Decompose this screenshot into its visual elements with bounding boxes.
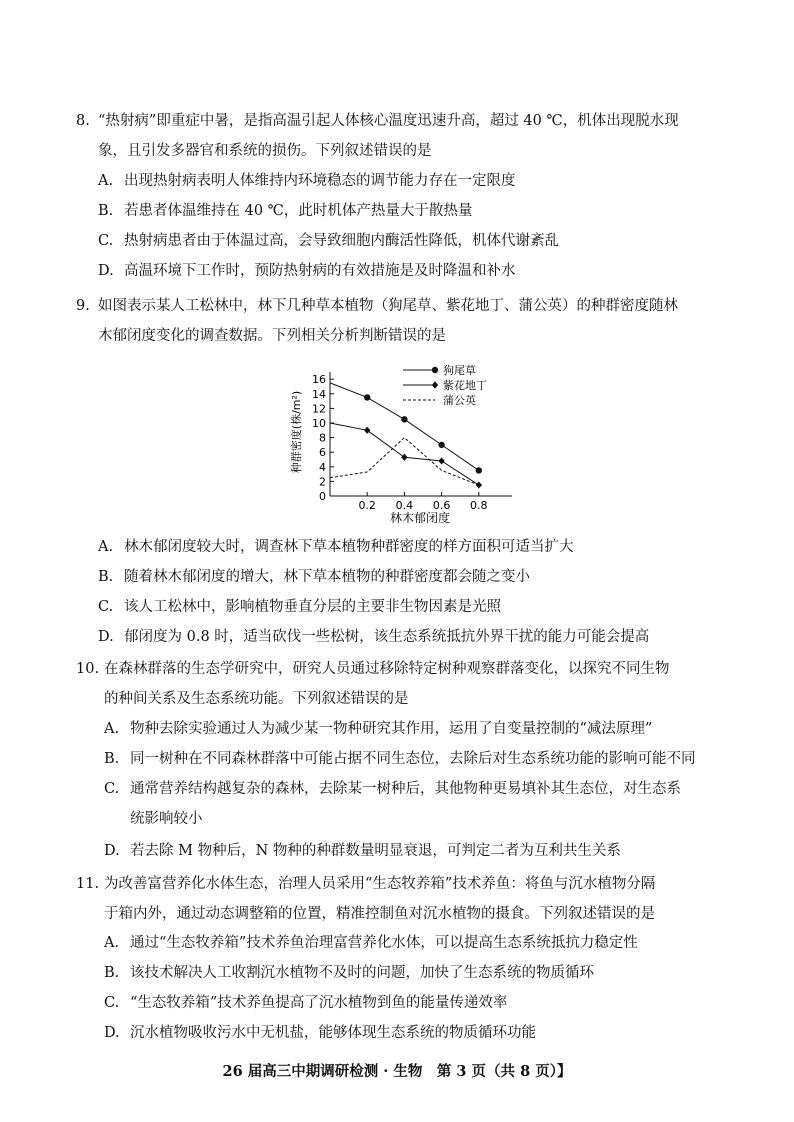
x-axis-label: 林木郁闭度 <box>389 511 451 525</box>
x-tick-label: 0.2 <box>358 499 376 512</box>
data-point-circle <box>364 394 370 400</box>
question-11-option-d: D. 沉水植物吸收污水中无机盐，能够体现生态系统的物质循环功能 <box>104 1025 536 1041</box>
y-tick-label: 0 <box>319 490 326 503</box>
question-9-option-b: B. 随着林木郁闭度的增大，林下草本植物的种群密度都会随之变小 <box>98 569 530 585</box>
question-10-option-c: C. 通常营养结构越复杂的森林，去除某一树种后，其他物种更易填补其生态位，对生态系 <box>104 781 681 797</box>
y-tick-label: 12 <box>312 402 326 416</box>
question-11-number: 11. <box>76 876 100 892</box>
question-11-option-c: C. “生态牧养箱”技术养鱼提高了沉水植物到鱼的能量传递效率 <box>104 995 508 1011</box>
question-8-number: 8. <box>76 113 90 129</box>
question-10-stem-line-1: 在森林群落的生态学研究中，研究人员通过移除特定树种观察群落变化，以探究不同生物 <box>104 661 670 677</box>
question-11-option-a: A. 通过“生态牧养箱”技术养鱼治理富营养化水体，可以提高生态系统抵抗力稳定性 <box>104 935 638 951</box>
chart-axes <box>312 372 512 512</box>
y-tick-label: 2 <box>319 475 326 489</box>
question-8-option-c: C. 热射病患者由于体温过高，会导致细胞内酶活性降低，机体代谢紊乱 <box>98 233 559 249</box>
question-10-option-d: D. 若去除 M 物种后，N 物种的种群数量明显衰退，可判定二者为互利共生关系 <box>104 843 621 859</box>
y-tick-label: 16 <box>312 373 326 387</box>
question-8-option-d: D. 高温环境下工作时，预防热射病的有效措施是及时降温和补水 <box>98 263 516 279</box>
legend-marker-circle <box>432 367 438 373</box>
question-8-option-a: A. 出现热射病表明人体维持内环境稳态的调节能力存在一定限度 <box>98 173 516 189</box>
question-9-option-a: A. 林木郁闭度较大时，调查林下草本植物种群密度的样方面积可适当扩大 <box>98 539 574 555</box>
legend-label-2: 蒲公英 <box>443 394 476 407</box>
data-point-diamond <box>364 427 370 434</box>
question-9-stem-line-1: 如图表示某人工松林中，林下几种草本植物（狗尾草、紫花地丁、蒲公英）的种群密度随林 <box>98 298 678 314</box>
y-tick-label: 10 <box>312 417 326 430</box>
data-point-diamond <box>438 457 444 464</box>
y-tick-label: 6 <box>319 446 326 460</box>
question-8-stem-line-1: “热射病”即重症中暑，是指高温引起人体核心温度迅速升高，超过 40 ℃，机体出现脱水现 <box>98 113 679 129</box>
series-line-2 <box>330 438 479 485</box>
question-9-number: 9. <box>76 298 90 314</box>
question-8-option-b: B. 若患者体温维持在 40 ℃，此时机体产热量大于散热量 <box>98 203 473 219</box>
question-10-option-b: B. 同一树种在不同森林群落中可能占据不同生态位，去除后对生态系统功能的影响可能不同 <box>104 751 696 767</box>
question-8-stem-line-2: 象，且引发多器官和系统的损伤。下列叙述错误的是 <box>98 143 432 159</box>
x-tick-label: 0.8 <box>470 499 488 512</box>
y-axis-label: 种群密度(株/m²) <box>290 390 303 474</box>
question-11-option-b: B. 该技术解决人工收割沉水植物不及时的问题，加快了生态系统的物质循环 <box>104 965 594 981</box>
x-tick-label: 0.4 <box>395 499 414 512</box>
data-point-circle <box>401 416 407 422</box>
x-tick-label: 0.6 <box>432 499 451 512</box>
legend-marker-diamond <box>432 381 438 388</box>
legend-label-1: 紫花地丁 <box>443 379 487 392</box>
population-density-chart <box>288 360 528 528</box>
page-footer: 26 届高三中期调研检测 · 生物 第 3 页（共 8 页）】 <box>222 1063 572 1080</box>
chart-legend <box>403 363 487 407</box>
data-point-diamond <box>401 454 407 461</box>
y-tick-label: 4 <box>319 460 326 474</box>
question-10-number: 10. <box>76 661 100 677</box>
data-point-circle <box>476 467 482 473</box>
question-9-stem-line-2: 木郁闭度变化的调查数据。下列相关分析判断错误的是 <box>98 328 446 344</box>
y-tick-label: 8 <box>319 431 326 445</box>
question-11-stem-line-2: 于箱内外，通过动态调整箱的位置，精准控制鱼对沉水植物的摄食。下列叙述错误的是 <box>104 906 655 922</box>
y-tick-label: 14 <box>312 387 326 401</box>
question-9-option-c: C. 该人工松林中，影响植物垂直分层的主要非生物因素是光照 <box>98 599 501 615</box>
legend-label-0: 狗尾草 <box>443 364 476 377</box>
question-10-stem-line-2: 的种间关系及生态系统功能。下列叙述错误的是 <box>104 691 409 707</box>
question-10-option-a: A. 物种去除实验通过人为减少某一物种研究其作用，运用了自变量控制的“减法原理” <box>104 721 653 737</box>
question-9-option-d: D. 郁闭度为 0.8 时，适当砍伐一些松树，该生态系统抵抗外界干扰的能力可能会提高 <box>98 629 650 645</box>
question-10-option-c-continued: 统影响较小 <box>130 811 203 827</box>
data-point-circle <box>438 442 444 448</box>
question-11-stem-line-1: 为改善富营养化水体生态，治理人员采用“生态牧养箱”技术养鱼：将鱼与沉水植物分隔 <box>104 876 656 892</box>
